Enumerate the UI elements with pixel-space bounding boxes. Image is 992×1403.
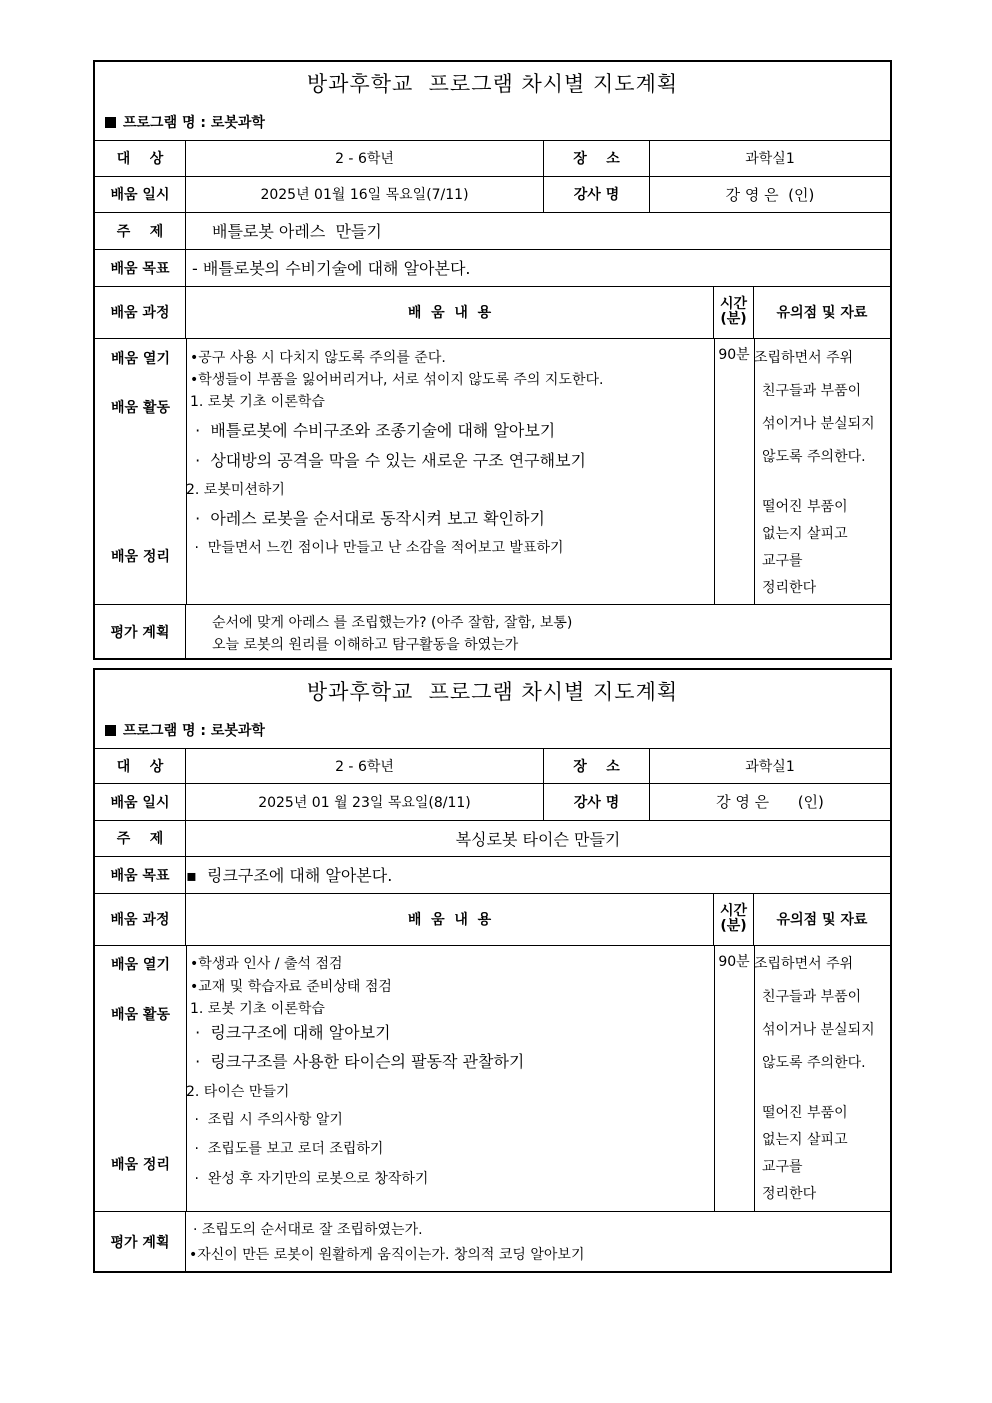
stage-activity: 배움 활동	[111, 400, 170, 416]
eval-label: 평가 계획	[95, 604, 186, 660]
stage-column	[95, 338, 187, 604]
note-line: 떨어진 부품이	[762, 499, 848, 515]
content-header: 배 움 내 용	[186, 286, 714, 338]
content-line: •공구 사용 시 다치지 않도록 주의를 준다.	[190, 350, 446, 366]
note-line: 않도록 주의한다.	[762, 1055, 866, 1071]
square-bullet-icon	[105, 117, 116, 128]
time-header: 시간 (분)	[714, 286, 754, 338]
teacher-value: 강 영 은 (인)	[725, 185, 815, 204]
content-line: · 만들면서 느낀 점이나 만들고 난 소감을 적어보고 발표하기	[190, 540, 564, 556]
content-line: 1. 로봇 기초 이론학습	[190, 1001, 325, 1017]
note-line: 교구를	[762, 553, 803, 569]
row-target-place	[95, 140, 890, 177]
content-line: · 배틀로봇에 수비구조와 조종기술에 대해 알아보기	[190, 421, 556, 440]
notes-column	[754, 945, 890, 1211]
eval-line: •자신이 만든 로봇이 원활하게 움직이는가. 창의적 코딩 알아보기	[189, 1247, 585, 1263]
stage-closing: 배움 정리	[111, 549, 170, 565]
notes-column	[754, 338, 890, 604]
stage-open: 배움 열기	[111, 957, 170, 973]
teacher-label: 강사 명	[544, 783, 650, 820]
stage-column	[95, 945, 187, 1211]
note-line: 교구를	[762, 1159, 803, 1175]
row-goal	[95, 249, 890, 287]
note-line: 조립하면서 주위	[754, 956, 854, 972]
place-value: 과학실1	[745, 151, 795, 167]
content-line: 2. 타이슨 만들기	[186, 1084, 290, 1100]
notes-header: 유의점 및 자료	[776, 912, 868, 928]
stage-activity: 배움 활동	[111, 1007, 170, 1023]
teacher-value: 강 영 은 (인)	[716, 793, 824, 811]
note-line: 정리한다	[762, 1186, 817, 1202]
eval-line: · 조립도의 순서대로 잘 조립하였는가.	[193, 1222, 423, 1238]
note-line: 섞이거나 분실되지	[762, 1022, 875, 1038]
note-line: 친구들과 부품이	[762, 383, 862, 399]
note-line: 섞이거나 분실되지	[762, 416, 875, 432]
target-label: 대 상	[95, 140, 186, 176]
row-topic	[95, 820, 890, 857]
content-body	[186, 338, 715, 604]
topic-value: 배틀로봇 아레스 만들기	[212, 222, 382, 241]
content-line: · 조립도를 보고 로더 조립하기	[190, 1141, 384, 1157]
time-value: 90분	[718, 347, 750, 363]
goal-value: ▪ 링크구조에 대해 알아본다.	[186, 866, 393, 885]
time-column	[714, 338, 755, 604]
content-line: · 상대방의 공격을 막을 수 있는 새로운 구조 연구해보기	[190, 451, 586, 470]
date-label: 배움 일시	[95, 783, 186, 820]
goal-label: 배움 목표	[95, 249, 186, 286]
topic-value: 복싱로봇 타이슨 만들기	[455, 829, 621, 849]
note-line: 친구들과 부품이	[762, 989, 862, 1005]
eval-line: 순서에 맞게 아레스 를 조립했는가? (아주 잘함, 잘함, 보통)	[212, 615, 573, 631]
page-title: 방과후학교 프로그램 차시별 지도계획	[306, 680, 679, 704]
content-line: •교재 및 학습자료 준비상태 점검	[190, 979, 392, 995]
row-evaluation	[95, 604, 890, 660]
target-value: 2 - 6학년	[186, 748, 544, 783]
place-value: 과학실1	[745, 758, 795, 775]
content-body	[186, 945, 715, 1211]
topic-label: 주 제	[95, 820, 186, 856]
plan-header	[95, 670, 890, 749]
content-line: · 링크구조를 사용한 타이슨의 팔동작 관찰하기	[190, 1052, 525, 1071]
date-value: 2025년 01월 16일 목요일(7/11)	[186, 176, 544, 212]
content-line: •학생과 인사 / 출석 점검	[190, 956, 343, 972]
content-line: · 링크구조에 대해 알아보기	[190, 1023, 391, 1042]
date-label: 배움 일시	[95, 176, 186, 212]
stage-open: 배움 열기	[111, 351, 170, 367]
time-column	[714, 945, 755, 1211]
square-bullet-icon	[105, 725, 116, 736]
row-process-body	[95, 945, 890, 1212]
note-line: 정리한다	[762, 580, 817, 596]
place-label: 장 소	[544, 748, 650, 783]
eval-line: 오늘 로봇의 원리를 이해하고 탐구활동을 하였는가	[212, 637, 519, 653]
content-line: · 조립 시 주의사항 알기	[190, 1112, 343, 1128]
note-line: 떨어진 부품이	[762, 1105, 848, 1121]
row-date-teacher	[95, 783, 890, 821]
target-value: 2 - 6학년	[186, 140, 544, 176]
process-label: 배움 과정	[95, 286, 186, 338]
goal-label: 배움 목표	[95, 856, 186, 893]
content-header: 배 움 내 용	[186, 893, 714, 945]
row-target-place	[95, 748, 890, 784]
row-topic	[95, 212, 890, 250]
teacher-label: 강사 명	[544, 176, 650, 212]
topic-label: 주 제	[95, 212, 186, 249]
note-line: 없는지 살피고	[762, 1132, 848, 1148]
notes-header: 유의점 및 자료	[776, 305, 868, 321]
program-name: 프로그램 명 : 로봇과학	[105, 720, 265, 740]
content-line: · 완성 후 자기만의 로봇으로 창작하기	[190, 1171, 429, 1187]
goal-value: - 배틀로봇의 수비기술에 대해 알아본다.	[192, 259, 471, 278]
content-line: 2. 로봇미션하기	[186, 482, 285, 498]
row-process-body	[95, 338, 890, 605]
time-value: 90분	[718, 954, 750, 970]
content-line: · 아레스 로봇을 순서대로 동작시켜 보고 확인하기	[190, 509, 545, 528]
note-line: 없는지 살피고	[762, 526, 848, 542]
note-line: 조립하면서 주위	[754, 350, 854, 366]
row-goal	[95, 856, 890, 894]
place-label: 장 소	[544, 140, 650, 176]
row-date-teacher	[95, 176, 890, 213]
eval-label: 평가 계획	[95, 1211, 186, 1273]
page-title: 방과후학교 프로그램 차시별 지도계획	[306, 72, 679, 96]
row-process-header	[95, 893, 890, 946]
program-name: 프로그램 명 : 로봇과학	[105, 112, 265, 132]
note-line: 않도록 주의한다.	[762, 449, 866, 465]
time-header: 시간 (분)	[714, 893, 754, 945]
target-label: 대 상	[95, 748, 186, 783]
lesson-plan-1	[93, 60, 892, 660]
stage-closing: 배움 정리	[111, 1157, 170, 1173]
content-line: 1. 로봇 기초 이론학습	[190, 394, 325, 410]
date-value: 2025년 01 월 23일 목요일(8/11)	[186, 783, 544, 820]
row-process-header	[95, 286, 890, 339]
row-evaluation	[95, 1211, 890, 1273]
lesson-plan-2	[93, 668, 892, 1273]
content-line: •학생들이 부품을 잃어버리거나, 서로 섞이지 않도록 주의 지도한다.	[190, 372, 604, 388]
process-label: 배움 과정	[95, 893, 186, 945]
plan-header	[95, 62, 890, 141]
